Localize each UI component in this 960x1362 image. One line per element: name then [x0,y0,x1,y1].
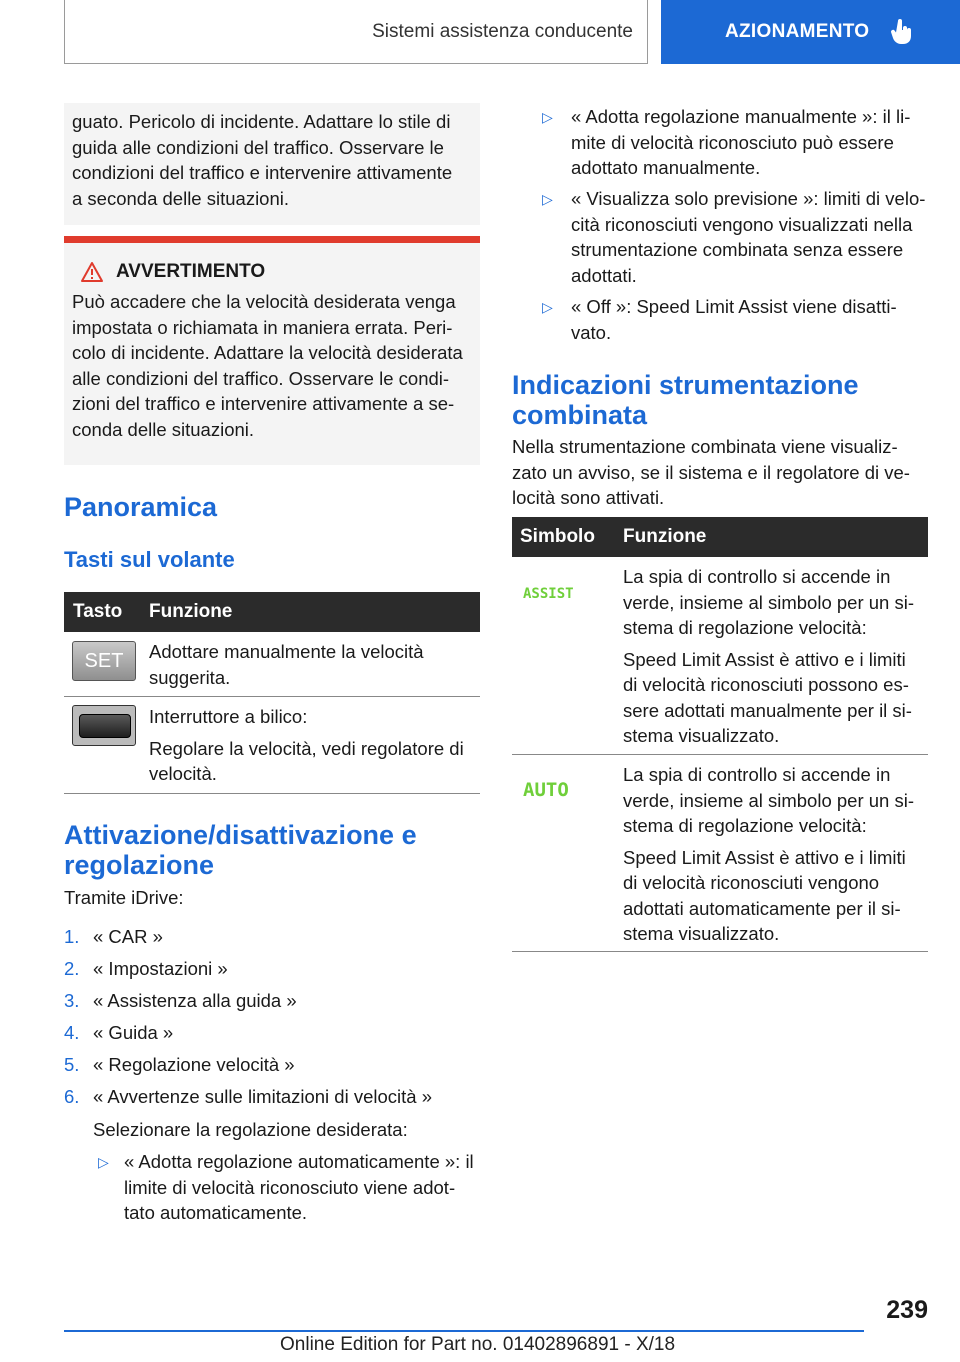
footer-rule [64,1330,864,1332]
triangle-bullet-icon: ▷ [542,109,553,125]
keys-table-header [64,592,480,632]
list-item: 4. [64,1022,80,1043]
col-symbol: Simbolo [520,526,595,547]
warning-triangle-icon [80,261,104,283]
option-manual: « Adotta regolazione manualmente »: il li- mite di velocità riconosciuto può essere adottato manualmente. [571,106,911,178]
col-function: Funzione [623,526,707,547]
auto-indicator-icon: AUTO [523,779,569,801]
option-off: « Off »: Speed Limit Assist viene disatti- vato. [571,296,897,343]
caution-line: condizioni del traffico e intervenire attivamente [72,162,453,183]
list-item: 2. [64,958,80,979]
col-key: Tasto [73,601,123,622]
row-divider [64,696,480,697]
table-row-text: La spia di controllo si accende in verde, insieme al simbolo per un si- stema di regolazione velocità: Speed Limit Assist è attivo e i limiti di velocità riconosciuti vengono adottati automaticamente per il si- stema visualizzato. [623,764,914,944]
list-item-text: « Assistenza alla guida » [93,990,297,1011]
rocker-switch-icon [72,705,136,746]
caution-line: a seconda delle situazioni. [72,187,290,209]
page-number: 239 [886,1296,928,1324]
list-item-text: « Impostazioni » [93,958,228,979]
warning-title-text: AVVERTIMENTO [116,261,266,282]
list-item-text: « Guida » [93,1022,174,1043]
chapter-tab [661,0,960,64]
list-item-text: « Avvertenze sulle limitazioni di velocità » [93,1086,432,1107]
section-title: Sistemi assistenza conducente [64,0,648,64]
list-item-text: « CAR » [93,926,163,947]
list-item: 5. [64,1054,80,1075]
option-preview: « Visualizza solo previsione »: limiti di velo- cità riconosciuti vengono visualizzati nella strumentazione combinata senza essere adottati. [571,188,926,286]
warning-line: colo di incidente. Adattare la velocità desiderata [72,342,463,363]
list-item: 3. [64,990,80,1011]
caution-line: guida alle condizioni del traffico. Osservare le [72,136,444,158]
caution-line: guato. Pericolo di incidente. Adattare lo stile di [72,111,451,132]
edition-text: Online Edition for Part no. 01402896891 - X/18 [280,1334,676,1355]
list-item-text: « Regolazione velocità » [93,1054,295,1075]
warning-title [72,261,472,283]
row-divider [64,793,480,794]
col-function: Funzione [149,601,233,622]
warning-line: impostata o richiamata in maniera errata. Peri- [72,316,453,338]
row-divider [512,754,928,755]
warning-box [64,243,480,465]
warning-line: alle condizioni del traffico. Osservare le condi- [72,367,450,389]
warning-bar [64,236,480,243]
list-item: 6. [64,1086,80,1107]
select-instruction: Selezionare la regolazione desiderata: [93,1119,408,1140]
triangle-bullet-icon: ▷ [542,299,553,315]
chapter-title: AZIONAMENTO [725,21,870,42]
table-row-text: Interruttore a bilico: Regolare la velocità, vedi regolatore di velocità. [149,706,464,784]
steering-buttons-heading: Tasti sul volante [64,547,235,572]
row-divider [512,951,928,952]
warning-line: Può accadere che la velocità desiderata venga [72,291,456,312]
hand-pointer-icon [891,19,913,45]
option-auto: « Adotta regolazione automaticamente »: il limite di velocità riconosciuto viene adot- tato automaticamente. [124,1151,474,1223]
display-paragraph: Nella strumentazione combinata viene visualiz- zato un avviso, se il sistema e il regolatore di ve- locità sono attivati. [512,436,910,508]
activation-heading: Attivazione/disattivazione e regolazione [64,820,417,880]
triangle-bullet-icon: ▷ [98,1154,109,1170]
overview-heading: Panoramica [64,492,218,522]
list-item: 1. [64,926,80,947]
table-row-text: La spia di controllo si accende in verde, insieme al simbolo per un si- stema di regolazione velocità: Speed Limit Assist è attivo e i limiti di velocità riconosciuti possono es- sere adottati manualmente per il si- stema visualizzato. [623,566,914,746]
triangle-bullet-icon: ▷ [542,191,553,207]
table-row-text: Adottare manualmente la velocità suggerita. [149,641,424,688]
via-idrive: Tramite iDrive: [64,887,184,908]
display-heading: Indicazioni strumentazione combinata [512,370,859,430]
set-key-icon: SET [72,641,136,681]
symbol-table-header [512,517,928,557]
warning-line: conda delle situazioni. [72,418,255,440]
warning-line: zioni del traffico e intervenire attivamente a se- [72,393,455,414]
caution-continued [64,103,480,225]
assist-indicator-icon: ASSIST [523,586,574,602]
